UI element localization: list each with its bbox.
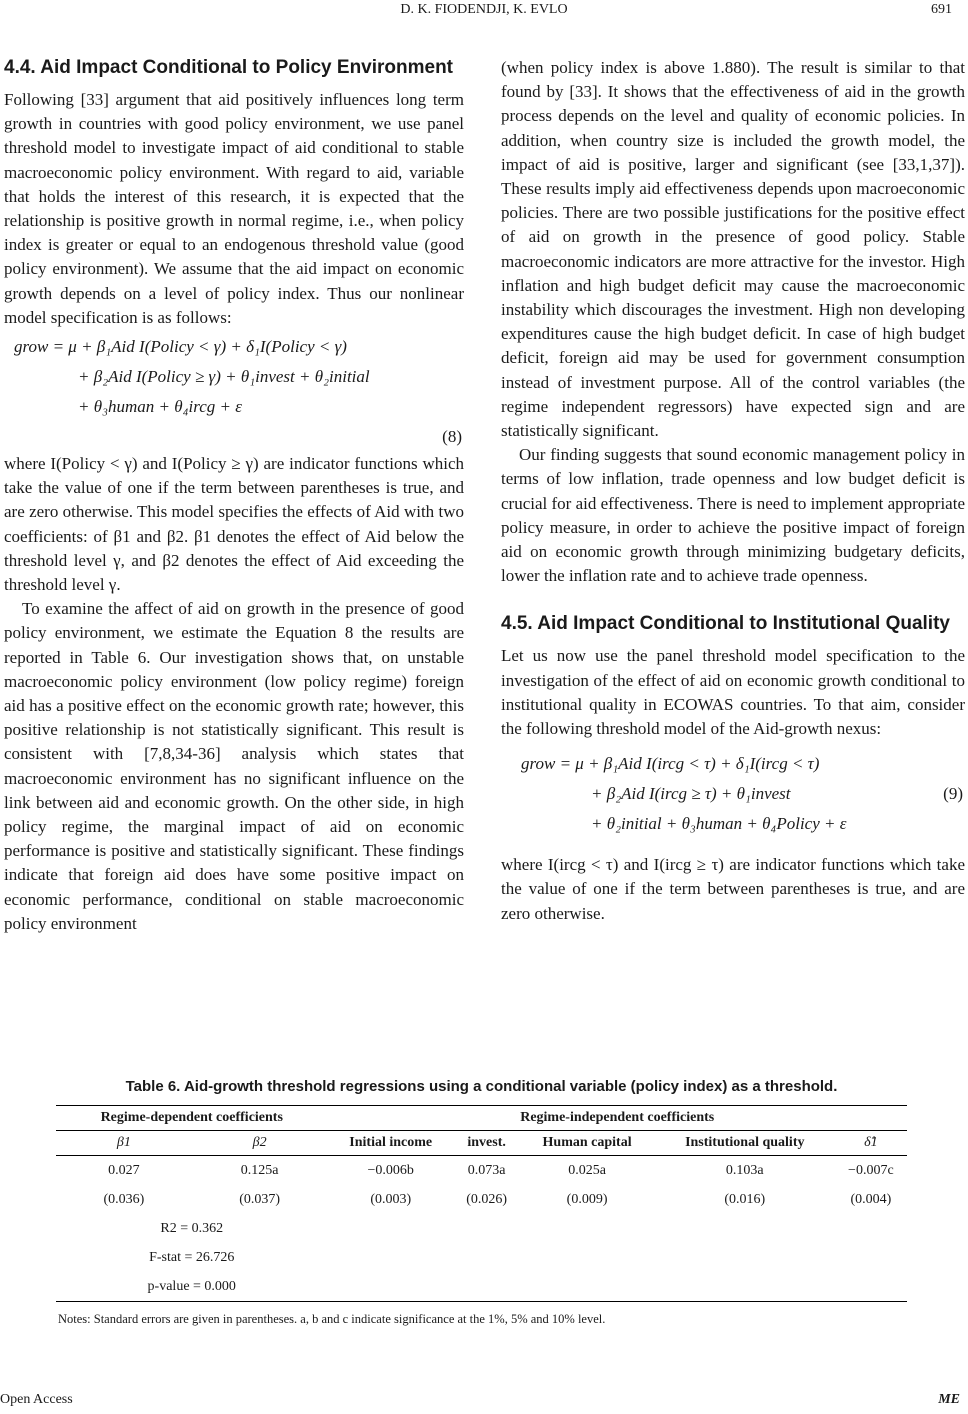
table-cell: (0.004) xyxy=(850,1191,892,1207)
table-caption: Table 6. Aid-growth threshold regressions using a conditional variable (policy index) as a threshold. xyxy=(125,1078,838,1095)
table-cell: 0.073a xyxy=(467,1162,506,1178)
sec45-paragraph-1: Let us now use the panel threshold model specification to the investigation of the effect of aid on economic growth conditional to institutional quality in ECOWAS countries. To that aim, consider the following threshold model of the Aid-growth nexus: xyxy=(501,646,965,739)
r2-stat: R2 = 0.362 xyxy=(160,1220,224,1236)
table-row xyxy=(56,1243,907,1272)
right-paragraph-1: (when policy index is above 1.880). The result is similar to that found by [33]. It shows that the effectiveness of aid in the growth process depends on the level and quality of economic policies. In addition, when country size is included the growth model, the impact of aid is positive, larger and significant (see [33,1,37]). These results imply aid effectiveness depends upon macroeconomic policies. There are two possible justifications for the positive effect of aid on growth in the presence of good policy. Stable macroeconomic indicators are more attractive for the investor. High inflation and high budget deficit may cause the macroeconomic instability which discourages the investment. High non developing expenditures cause the high budget deficit. In case of high budget deficit, foreign aid may be used for government consumption instead of investment purpose. All of the control variables (the regime independent regressors) have expected sign and are statistically significant. xyxy=(501,58,965,441)
eq9-line-2: + β₂Aid I(ircg ≥ τ) + θ₁invest xyxy=(591,784,791,804)
table-6 xyxy=(56,1078,907,1327)
table-cell: (0.003) xyxy=(370,1191,412,1207)
table-cell: (0.036) xyxy=(103,1191,145,1207)
col-header-initial-income: Initial income xyxy=(349,1135,433,1150)
equation-9 xyxy=(501,749,965,839)
page-number: 691 xyxy=(931,2,952,17)
col-header-human-capital: Human capital xyxy=(542,1135,632,1150)
table-row xyxy=(56,1272,907,1302)
table-cell: (0.016) xyxy=(724,1191,766,1207)
sec45-paragraph-2: where I(ircg < τ) and I(ircg ≥ τ) are indicator functions which take the value of one if the term between parentheses is true, and are zero otherwise. xyxy=(501,855,965,923)
table-6-grid xyxy=(56,1105,907,1302)
table-cell: −0.007c xyxy=(848,1162,894,1178)
table-row xyxy=(56,1156,907,1186)
col-header-invest: invest. xyxy=(467,1135,506,1150)
table-cell: 0.025a xyxy=(568,1162,606,1178)
group-header-independent: Regime-independent coefficients xyxy=(520,1110,715,1125)
table-cell: 0.027 xyxy=(108,1162,140,1178)
col-header-delta1: δ̂1 xyxy=(864,1135,878,1150)
page-header xyxy=(0,2,968,28)
col-header-beta2: β2 xyxy=(252,1135,267,1150)
section-4-5-title: 4.5. Aid Impact Conditional to Institutional Quality xyxy=(501,613,950,635)
p-value-stat: p-value = 0.000 xyxy=(147,1278,236,1294)
eq8-line-1: grow = μ + β₁Aid I(Policy < γ) + δ₁I(Policy < γ) xyxy=(14,337,347,357)
table-cell: −0.006b xyxy=(367,1162,414,1178)
section-4-4-title: 4.4. Aid Impact Conditional to Policy Environment xyxy=(4,57,454,78)
right-paragraph-2: Our finding suggests that sound economic management policy in terms of low inflation, trade openness and low budget deficit is crucial for aid effectiveness. There is need to implement appropriate policy measure, in order to achieve the positive impact of foreign aid on economic growth through minimizing budgetary deficits, lower the inflation rate and to achieve trade openness. xyxy=(501,445,965,586)
table-cell: (0.009) xyxy=(566,1191,608,1207)
running-authors: D. K. FIODENDJI, K. EVLO xyxy=(400,2,568,17)
eq9-number: (9) xyxy=(943,784,963,804)
journal-abbrev: ME xyxy=(938,1392,960,1407)
col-header-beta1: β1 xyxy=(116,1135,131,1150)
table-row xyxy=(56,1185,907,1214)
table-cell: 0.125a xyxy=(240,1162,279,1178)
open-access-label: Open Access xyxy=(0,1392,73,1407)
eq8-line-3: + θ₃human + θ₄ircg + ε xyxy=(78,397,242,417)
sec44-paragraph-3: To examine the affect of aid on growth in the presence of good policy environment, we estimate the Equation 8 the results are reported in Table 6. Our investigation shows that, on unstable macroeconomic policy environment (low policy regime) foreign aid has a positive effect on the economic growth rate; however, this positive relationship is not statistically significant. This result is consistent with [7,8,34-36] analysis which states that macroeconomic environment has no significant influence on the link between aid and economic growth. On the other side, in high policy regime, the marginal impact of aid on economic performance is positive and statistically significant. These findings indicate that foreign aid does have some positive impact on economic performance, conditional on stable macroeconomic policy environment xyxy=(4,599,464,933)
eq8-number: (8) xyxy=(442,427,462,447)
table-row xyxy=(56,1214,907,1243)
left-column xyxy=(4,56,464,936)
eq9-line-1: grow = μ + β₁Aid I(ircg < τ) + δ₁I(ircg < τ) xyxy=(521,754,820,774)
table-cell: 0.103a xyxy=(725,1162,764,1178)
table-cell: (0.026) xyxy=(466,1191,508,1207)
eq9-line-3: + θ₂initial + θ₃human + θ₄Policy + ε xyxy=(591,814,847,834)
right-column xyxy=(501,56,965,926)
sec44-paragraph-1: Following [33] argument that aid positively influences long term growth in countries with good policy environment, we use panel threshold model to investigate impact of aid conditional to stable macroeconomic policy environment. With regard to aid, variable that holds the interest of this research, it is expected that the relationship is positive growth in normal regime, i.e., when policy index is greater or equal to an endogenous threshold value (good policy environment). We assume that the aid impact on economic growth depends on a level of policy index. Thus our nonlinear model specification is as follows: xyxy=(4,90,464,327)
f-stat: F-stat = 26.726 xyxy=(149,1249,235,1265)
col-header-institutional-quality: Institutional quality xyxy=(685,1135,805,1150)
table-cell: (0.037) xyxy=(239,1191,281,1207)
eq8-line-2: + β₂Aid I(Policy ≥ γ) + θ₁invest + θ₂initial xyxy=(78,367,370,387)
sec44-paragraph-2: where I(Policy < γ) and I(Policy ≥ γ) are indicator functions which take the value of one if the term between parentheses is true, and are zero otherwise. This model specifies the effects of Aid with two coefficients: of β1 and β2. β1 denotes the effect of Aid below the threshold level γ, and β2 denotes the effect of Aid exceeding the threshold level γ. xyxy=(4,454,464,595)
table-notes: Notes: Standard errors are given in parentheses. a, b and c indicate significance at the 1%, 5% and 10% level. xyxy=(58,1312,606,1326)
group-header-dependent: Regime-dependent coefficients xyxy=(100,1110,283,1125)
column-header-row xyxy=(56,1131,907,1156)
equation-8 xyxy=(4,332,464,448)
